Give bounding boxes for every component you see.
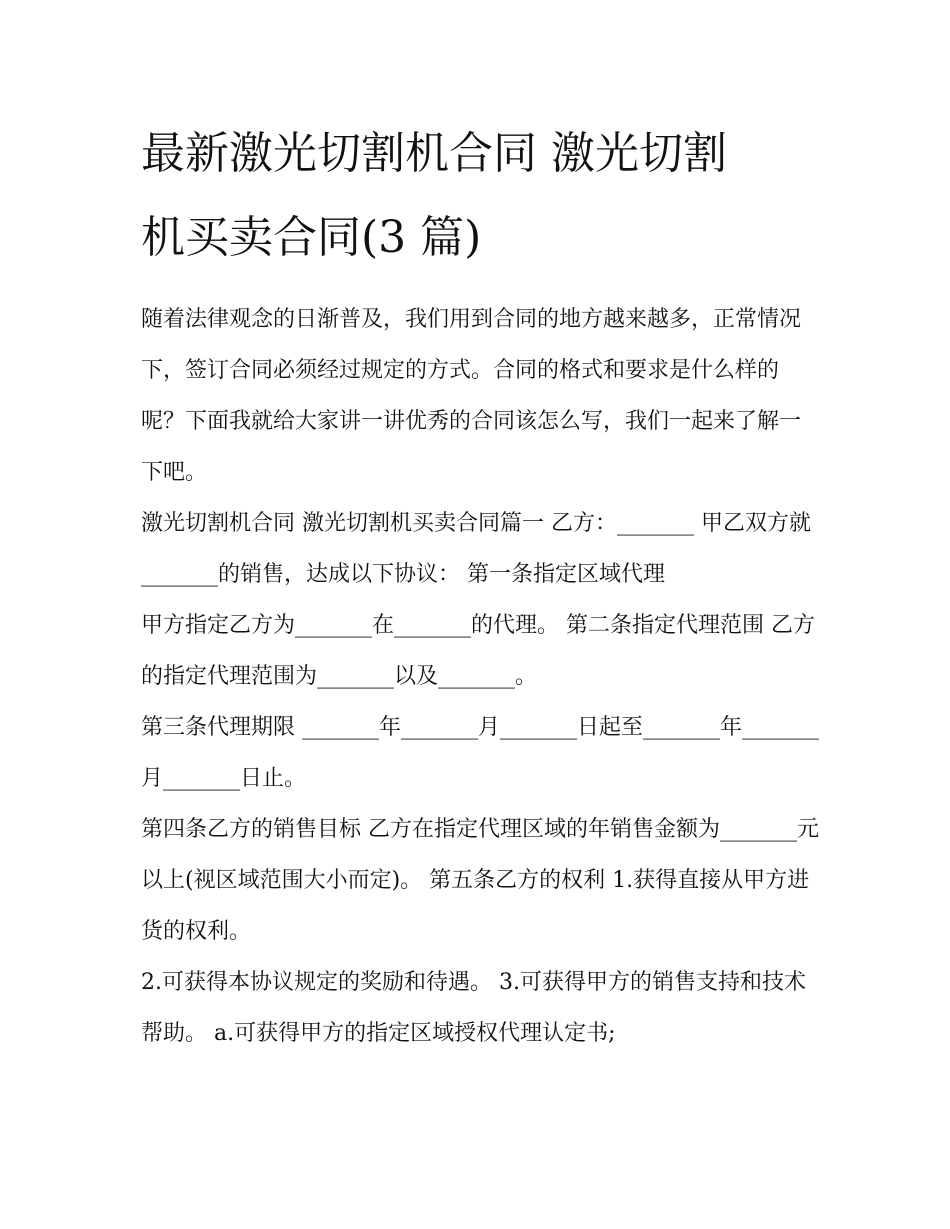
sales-target-paragraph: 第四条乙方的销售目标 乙方在指定代理区域的年销售金额为_______元以上(视区域范围大小而定)。 第五条乙方的权利 1.获得直接从甲方进货的权利。 <box>141 817 819 944</box>
agency-term-paragraph: 第三条代理期限 _______年_______月_______日起至_______年_______月_______日止。 <box>141 715 819 791</box>
designated-agent-paragraph: 甲方指定乙方为_______在_______的代理。 第二条指定代理范围 乙方的指定代理范围为_______以及_______。 <box>141 613 815 689</box>
title-line-1: 最新激光切割机合同 激光切割 <box>141 128 727 179</box>
document-page <box>141 112 821 1059</box>
title-line-2: 机买卖合同(3 篇) <box>141 212 482 263</box>
intro-paragraph: 随着法律观念的日渐普及，我们用到合同的地方越来越多，正常情况下，签订合同必须经过规定的方式。合同的格式和要求是什么样的呢？下面我就给大家讲一讲优秀的合同该怎么写，我们一起来了解一下吧。 <box>141 307 802 485</box>
rights-paragraph: 2.可获得本协议规定的奖励和待遇。 3.可获得甲方的销售支持和技术帮助。 a.可获得甲方的指定区域授权代理认定书; <box>141 970 806 1046</box>
contract-parties-paragraph: 激光切割机合同 激光切割机买卖合同篇一 乙方：_______ 甲乙双方就_______的销售，达成以下协议： 第一条指定区域代理 <box>141 511 811 587</box>
document-title <box>141 112 821 280</box>
